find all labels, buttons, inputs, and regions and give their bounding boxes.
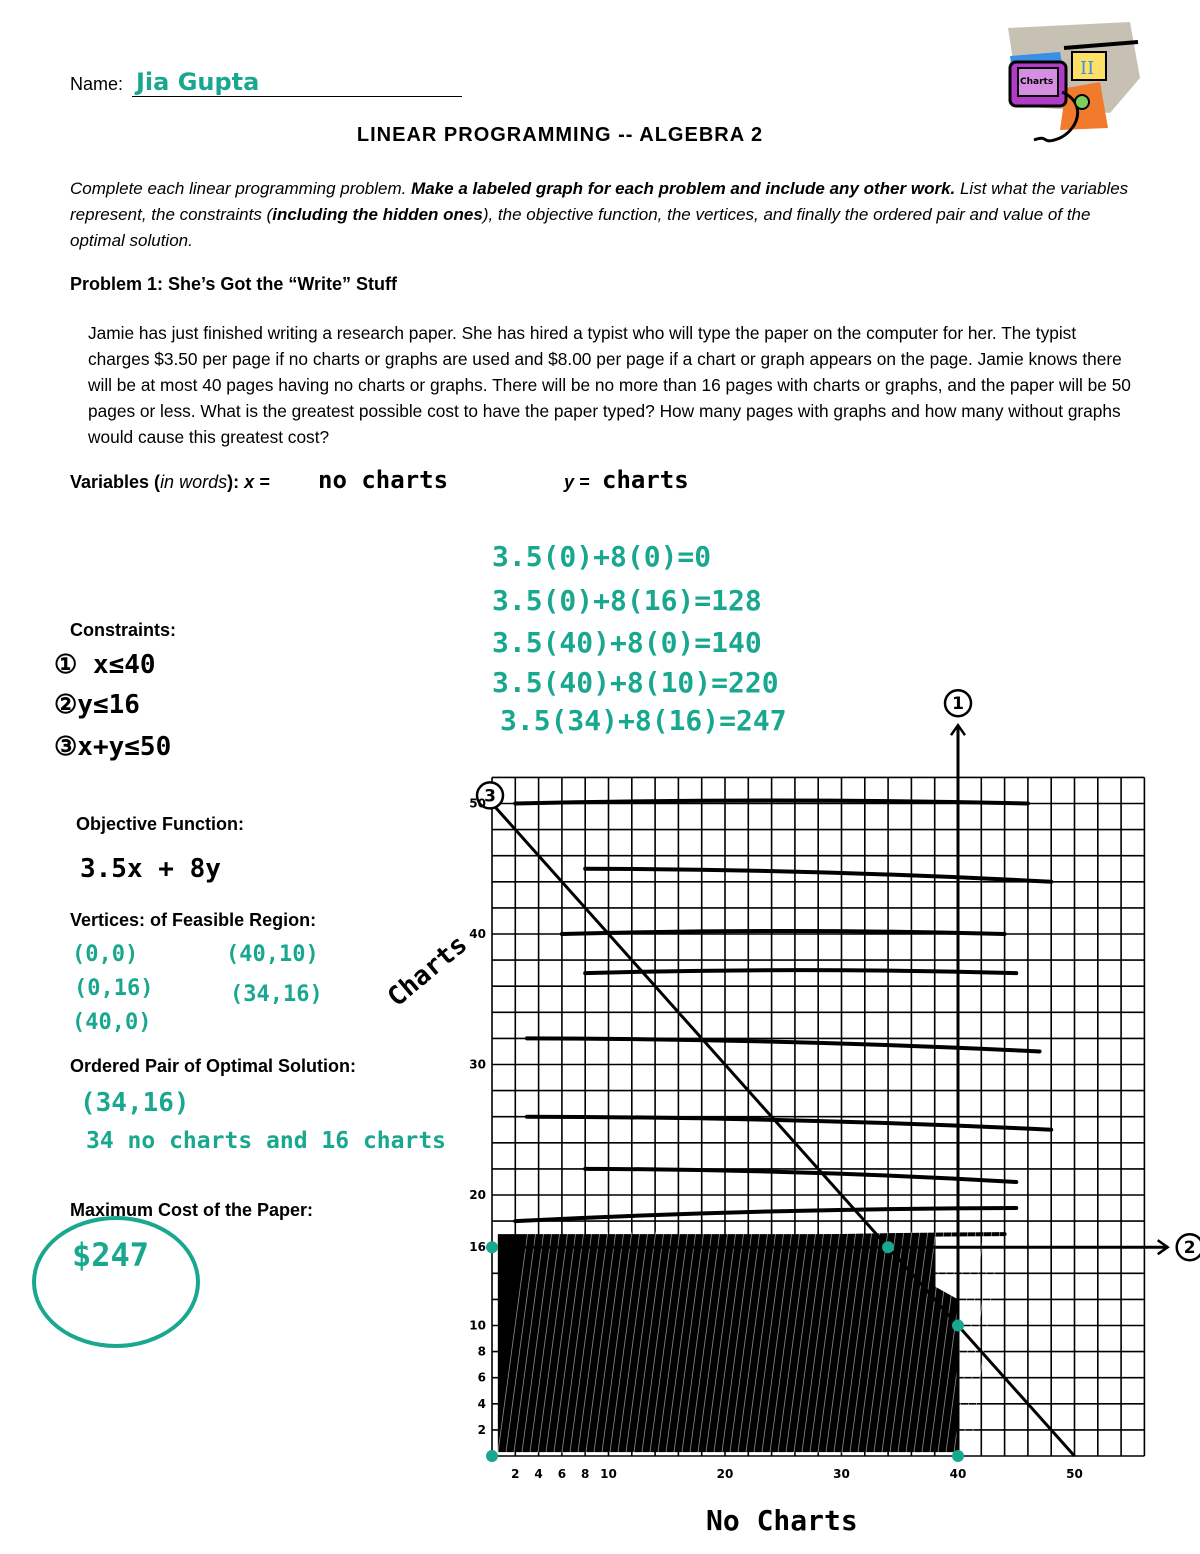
student-name: Jia Gupta <box>136 68 260 96</box>
scribble-stroke <box>585 1169 1016 1182</box>
y-variable-value: charts <box>602 466 689 494</box>
instructions-part5: ), the objective function, the vertices, and finally the ordered pair and value of the optimal solution. <box>70 205 1091 250</box>
x-variable-value: no charts <box>318 466 449 494</box>
x-tick-label: 2 <box>511 1467 520 1481</box>
hatch-line <box>962 1232 992 1454</box>
x-tick-label: 20 <box>716 1467 734 1481</box>
calculation-line: 3.5(40)+8(10)=220 <box>492 666 779 699</box>
x-tick-label: 30 <box>833 1467 850 1481</box>
optimal-label: Ordered Pair of Optimal Solution: <box>70 1056 357 1076</box>
y-tick-label: 20 <box>469 1188 486 1202</box>
problem-text: Jamie has just finished writing a research paper. She has hired a typist who will type the paper on the computer for her. The typist charges $3.50 per page if no charts or graphs are used and $8.00 per page if a chart or graph appears on the page. Jamie knows there will be at most 40 pages having no charts or graphs. There will be no more than 16 pages with charts or graphs, and the paper will be 50 pages or less. What is the greatest possible cost to have the paper typed? How many pages with graphs and how many without graphs would cause this greatest cost? <box>88 323 1131 447</box>
vertex-item: (40,0) <box>72 1010 152 1035</box>
vertex-point <box>952 1320 964 1332</box>
objective-function: 3.5x + 8y <box>80 854 221 884</box>
y-tick-label: 10 <box>469 1318 486 1333</box>
vertex-point <box>952 1450 964 1462</box>
instructions-part1: Complete each linear programming problem. <box>70 179 412 198</box>
maximum-label: Maximum Cost of the Paper: <box>70 1200 314 1220</box>
instructions-part2: Make a labeled graph for each problem and include any other work. <box>411 179 956 198</box>
instructions-part4: including the hidden ones <box>272 205 483 224</box>
objective-label: Objective Function: <box>76 814 245 834</box>
calculation-line: 3.5(0)+8(0)=0 <box>492 540 712 573</box>
variables-label-end: ): <box>227 472 240 492</box>
y-tick-label: 50 <box>469 796 486 811</box>
x-axis-label: No Charts <box>706 1504 858 1537</box>
y-tick-label: 2 <box>477 1422 486 1437</box>
y-axis-label: Charts <box>382 929 474 1013</box>
calculation-line: 3.5(0)+8(16)=128 <box>492 584 762 617</box>
x-tick-label: 4 <box>534 1467 543 1481</box>
variables-label-italic: in words <box>160 472 228 492</box>
calculation-line: 3.5(34)+8(16)=247 <box>500 704 787 737</box>
line-marker-label: 1 <box>952 694 964 715</box>
y-tick-label: 8 <box>477 1344 486 1359</box>
y-tick-label: 16 <box>469 1240 486 1255</box>
calculation-line: 3.5(40)+8(0)=140 <box>492 626 762 659</box>
name-label: Name: <box>70 74 124 94</box>
x-tick-label: 40 <box>949 1467 967 1481</box>
vertex-point <box>486 1450 498 1462</box>
y-tick-label: 4 <box>477 1396 486 1411</box>
vertex-point <box>486 1241 498 1253</box>
clipart-ii-label: II <box>1080 58 1095 79</box>
constraint-item: ① x≤40 <box>54 650 156 680</box>
constraint-item: ③x+y≤50 <box>54 732 172 762</box>
maximum-value: $247 <box>72 1236 150 1274</box>
clipart-charts-label: Charts <box>1020 77 1054 87</box>
scribble-stroke <box>515 1208 1016 1221</box>
x-tick-label: 10 <box>600 1467 617 1481</box>
page-title: LINEAR PROGRAMMING -- ALGEBRA 2 <box>356 124 764 146</box>
variables-label-start: Variables ( <box>70 472 161 492</box>
x-tick-label: 50 <box>1066 1467 1083 1481</box>
constraint-item: ②y≤16 <box>54 690 140 720</box>
y-variable-label: y = <box>564 472 590 492</box>
scribble-stroke <box>527 1117 1051 1130</box>
instructions <box>70 176 1132 254</box>
vertex-item: (34,16) <box>230 982 323 1007</box>
x-variable-label: x = <box>244 472 270 492</box>
problem-heading: Problem 1: She’s Got the “Write” Stuff <box>70 274 398 294</box>
scribble-stroke <box>527 1038 1040 1051</box>
vertex-point <box>882 1241 894 1253</box>
line-marker-label: 3 <box>484 786 496 807</box>
y-tick-label: 40 <box>469 927 486 941</box>
constraints-label: Constraints: <box>70 620 177 640</box>
x-tick-label: 6 <box>557 1467 567 1481</box>
optimal-pair: (34,16) <box>80 1088 190 1118</box>
y-tick-label: 6 <box>477 1370 486 1385</box>
line-marker-label: 2 <box>1183 1238 1196 1259</box>
vertices-label: Vertices: of Feasible Region: <box>70 910 317 930</box>
vertex-item: (40,10) <box>226 942 319 967</box>
y-tick-label: 30 <box>469 1057 486 1072</box>
variables-label <box>70 472 270 493</box>
x-tick-label: 8 <box>581 1467 590 1481</box>
scribble-stroke <box>585 970 1016 973</box>
optimal-description: 34 no charts and 16 charts <box>86 1128 447 1154</box>
instructions-part3: List what the variables represent, the constraints ( <box>70 179 1129 224</box>
vertex-item: (0,16) <box>74 976 154 1001</box>
name-line <box>132 96 462 97</box>
vertex-item: (0,0) <box>72 942 139 967</box>
